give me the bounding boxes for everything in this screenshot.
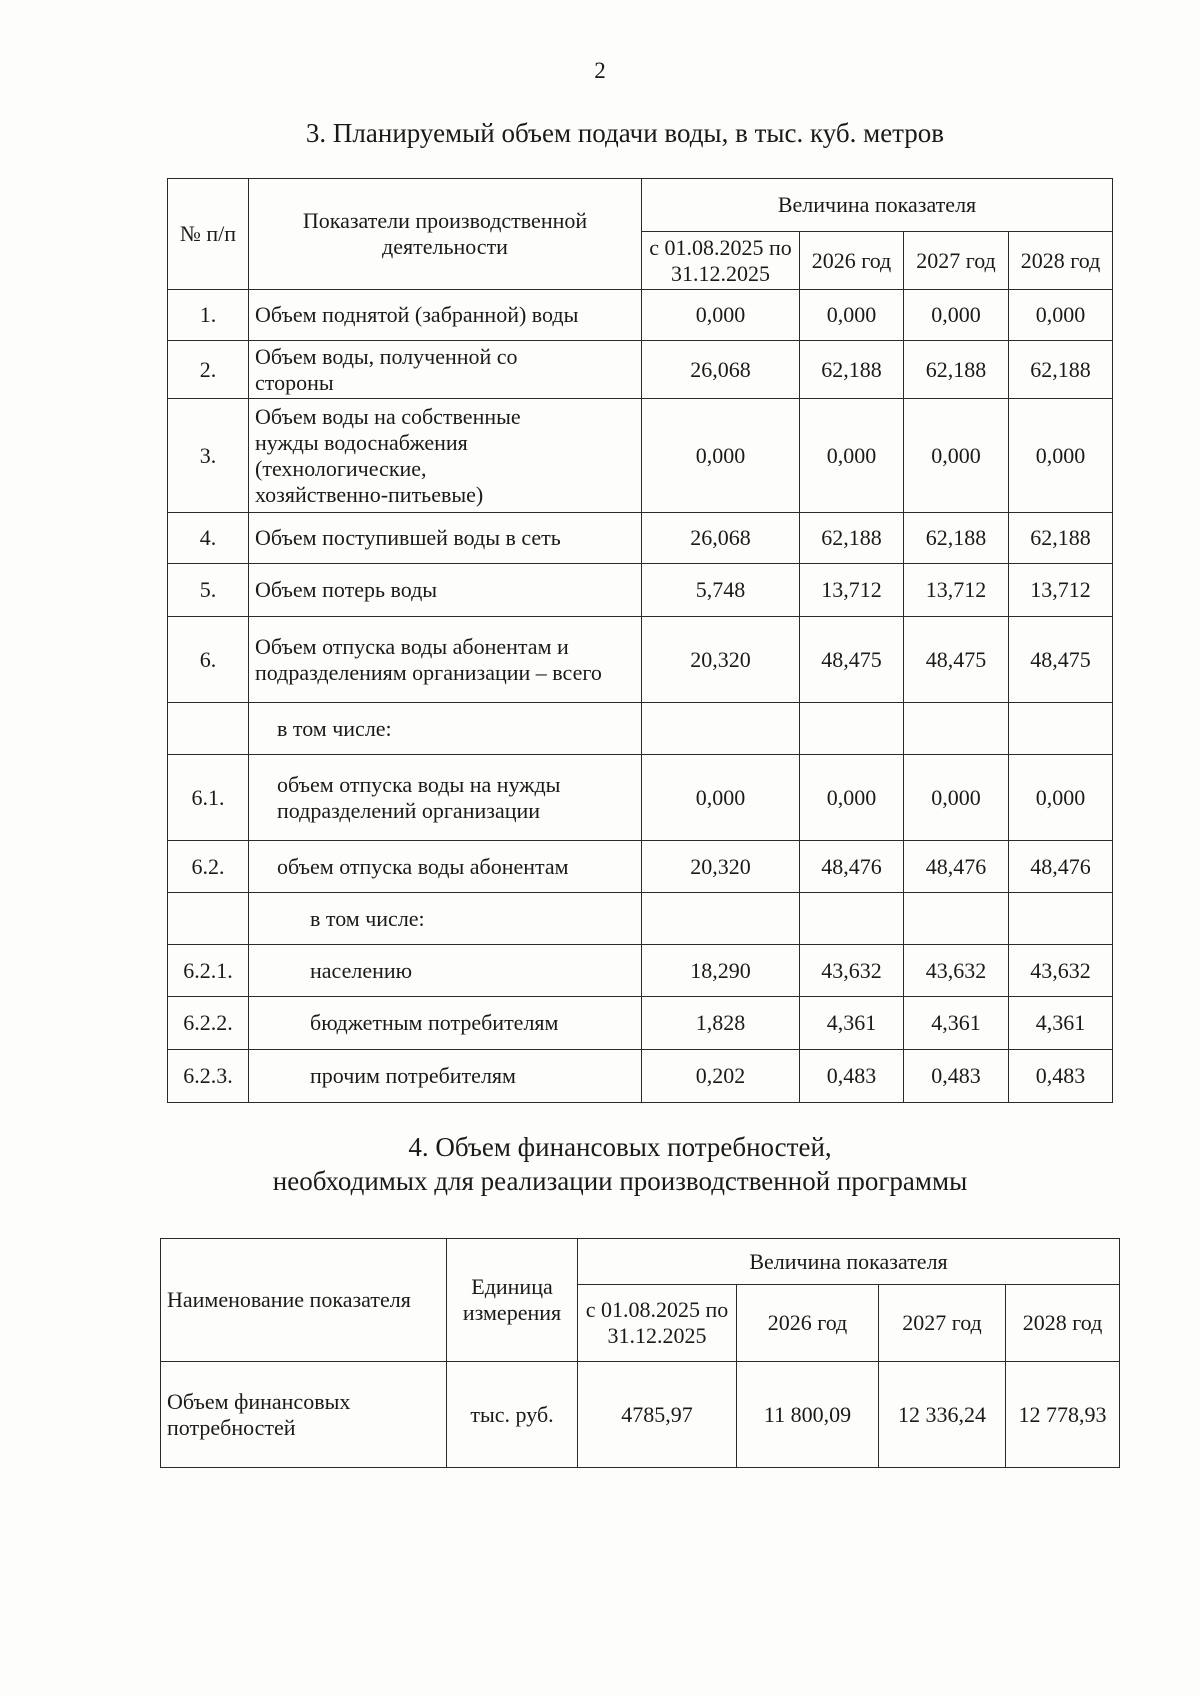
header-period: 2027 год xyxy=(904,232,1009,290)
row-num: 6.2. xyxy=(168,841,249,893)
row-name: в том числе: xyxy=(249,703,642,755)
table-row xyxy=(168,945,1113,997)
table-row xyxy=(168,755,1113,841)
row-value: 0,483 xyxy=(800,1050,904,1103)
header-period: 2026 год xyxy=(800,232,904,290)
row-value: 0,000 xyxy=(642,290,800,341)
table-row xyxy=(168,997,1113,1050)
row-name: Объем воды, полученной со стороны xyxy=(249,341,642,399)
row-value: 62,188 xyxy=(904,513,1009,564)
row-value: 0,000 xyxy=(642,399,800,513)
header-period: 2026 год xyxy=(737,1285,879,1362)
row-name: Объем потерь воды xyxy=(249,564,642,617)
row-value xyxy=(800,703,904,755)
table-row xyxy=(168,841,1113,893)
row-value: 43,632 xyxy=(800,945,904,997)
row-value: 0,000 xyxy=(904,755,1009,841)
table-header-row xyxy=(161,1239,1120,1285)
table-row xyxy=(168,341,1113,399)
row-name: объем отпуска воды абонентам xyxy=(249,841,642,893)
row-value: 4,361 xyxy=(904,997,1009,1050)
row-num: 2. xyxy=(168,341,249,399)
row-value: 48,475 xyxy=(904,617,1009,703)
table-row xyxy=(168,513,1113,564)
section-3-title: 3. Планируемый объем подачи воды, в тыс. куб. метров xyxy=(305,118,945,148)
section-4-title xyxy=(20,1130,1200,1198)
row-value: 4785,97 xyxy=(578,1362,737,1468)
row-value: 4,361 xyxy=(1009,997,1113,1050)
row-name: бюджетным потребителям xyxy=(249,997,642,1050)
row-value: 18,290 xyxy=(642,945,800,997)
row-num: 6.2.1. xyxy=(168,945,249,997)
row-num xyxy=(168,893,249,945)
header-value-group: Величина показателя xyxy=(578,1239,1120,1285)
row-value xyxy=(642,703,800,755)
table-header-row xyxy=(168,179,1113,232)
row-name: объем отпуска воды на нужды подразделений организации xyxy=(249,755,642,841)
row-value: 0,000 xyxy=(904,290,1009,341)
table-row xyxy=(168,703,1113,755)
row-value: 62,188 xyxy=(904,341,1009,399)
table-row xyxy=(168,290,1113,341)
row-value: 48,476 xyxy=(904,841,1009,893)
row-name: в том числе: xyxy=(249,893,642,945)
row-value: 0,000 xyxy=(800,755,904,841)
row-num: 6.2.3. xyxy=(168,1050,249,1103)
row-value: 0,000 xyxy=(800,290,904,341)
row-num xyxy=(168,703,249,755)
row-value: 0,000 xyxy=(642,755,800,841)
row-value: 13,712 xyxy=(1009,564,1113,617)
row-value: 0,202 xyxy=(642,1050,800,1103)
row-value: 11 800,09 xyxy=(737,1362,879,1468)
row-value: 48,475 xyxy=(800,617,904,703)
row-value: 62,188 xyxy=(800,513,904,564)
row-name: Объем поднятой (забранной) воды xyxy=(249,290,642,341)
row-value: 20,320 xyxy=(642,841,800,893)
header-indicators: Показатели производственной деятельности xyxy=(249,179,642,290)
row-value: 0,000 xyxy=(800,399,904,513)
row-value: 26,068 xyxy=(642,341,800,399)
header-value-group: Величина показателя xyxy=(642,179,1113,232)
page-number: 2 xyxy=(594,58,606,83)
row-unit: тыс. руб. xyxy=(447,1362,578,1468)
table-row xyxy=(161,1362,1120,1468)
row-num: 3. xyxy=(168,399,249,513)
row-value: 12 778,93 xyxy=(1006,1362,1120,1468)
row-num: 1. xyxy=(168,290,249,341)
table-row xyxy=(168,399,1113,513)
row-value: 13,712 xyxy=(800,564,904,617)
row-value: 26,068 xyxy=(642,513,800,564)
row-num: 6.1. xyxy=(168,755,249,841)
row-num: 5. xyxy=(168,564,249,617)
row-value: 0,483 xyxy=(904,1050,1009,1103)
row-name: населению xyxy=(249,945,642,997)
row-value: 0,483 xyxy=(1009,1050,1113,1103)
row-value: 43,632 xyxy=(904,945,1009,997)
row-value: 0,000 xyxy=(1009,290,1113,341)
row-value: 1,828 xyxy=(642,997,800,1050)
header-period: 2027 год xyxy=(879,1285,1006,1362)
row-value: 0,000 xyxy=(1009,755,1113,841)
section-4-title-line1: 4. Объем финансовых потребностей, xyxy=(408,1132,832,1162)
table-row xyxy=(168,1050,1113,1103)
row-name: Объем воды на собственные нужды водоснабжения (технологические, хозяйственно-питьевые) xyxy=(249,399,642,513)
row-value: 62,188 xyxy=(800,341,904,399)
row-value: 62,188 xyxy=(1009,341,1113,399)
table-row xyxy=(168,564,1113,617)
table-row xyxy=(168,893,1113,945)
water-supply-table xyxy=(167,178,1113,1103)
row-value: 48,475 xyxy=(1009,617,1113,703)
row-value xyxy=(800,893,904,945)
table-row xyxy=(168,617,1113,703)
row-value: 48,476 xyxy=(800,841,904,893)
row-value xyxy=(642,893,800,945)
row-value xyxy=(904,703,1009,755)
row-name: Объем финансовых потребностей xyxy=(161,1362,447,1468)
header-period: с 01.08.2025 по 31.12.2025 xyxy=(578,1285,737,1362)
header-name: Наименование показателя xyxy=(161,1239,447,1362)
row-value: 20,320 xyxy=(642,617,800,703)
header-period: 2028 год xyxy=(1009,232,1113,290)
row-num: 6. xyxy=(168,617,249,703)
header-period: 2028 год xyxy=(1006,1285,1120,1362)
row-value xyxy=(904,893,1009,945)
header-num: № п/п xyxy=(168,179,249,290)
header-unit: Единица измерения xyxy=(447,1239,578,1362)
row-value: 43,632 xyxy=(1009,945,1113,997)
row-value xyxy=(1009,893,1113,945)
row-num: 4. xyxy=(168,513,249,564)
row-value: 12 336,24 xyxy=(879,1362,1006,1468)
row-name: Объем отпуска воды абонентам и подразделениям организации – всего xyxy=(249,617,642,703)
row-value: 5,748 xyxy=(642,564,800,617)
row-value: 0,000 xyxy=(1009,399,1113,513)
row-name: прочим потребителям xyxy=(249,1050,642,1103)
row-value: 4,361 xyxy=(800,997,904,1050)
section-4-title-line2: необходимых для реализации производственной программы xyxy=(272,1166,968,1196)
row-name: Объем поступившей воды в сеть xyxy=(249,513,642,564)
financial-needs-table xyxy=(160,1238,1120,1468)
row-value: 13,712 xyxy=(904,564,1009,617)
row-num: 6.2.2. xyxy=(168,997,249,1050)
header-period: с 01.08.2025 по 31.12.2025 xyxy=(642,232,800,290)
row-value: 62,188 xyxy=(1009,513,1113,564)
row-value xyxy=(1009,703,1113,755)
row-value: 48,476 xyxy=(1009,841,1113,893)
row-value: 0,000 xyxy=(904,399,1009,513)
